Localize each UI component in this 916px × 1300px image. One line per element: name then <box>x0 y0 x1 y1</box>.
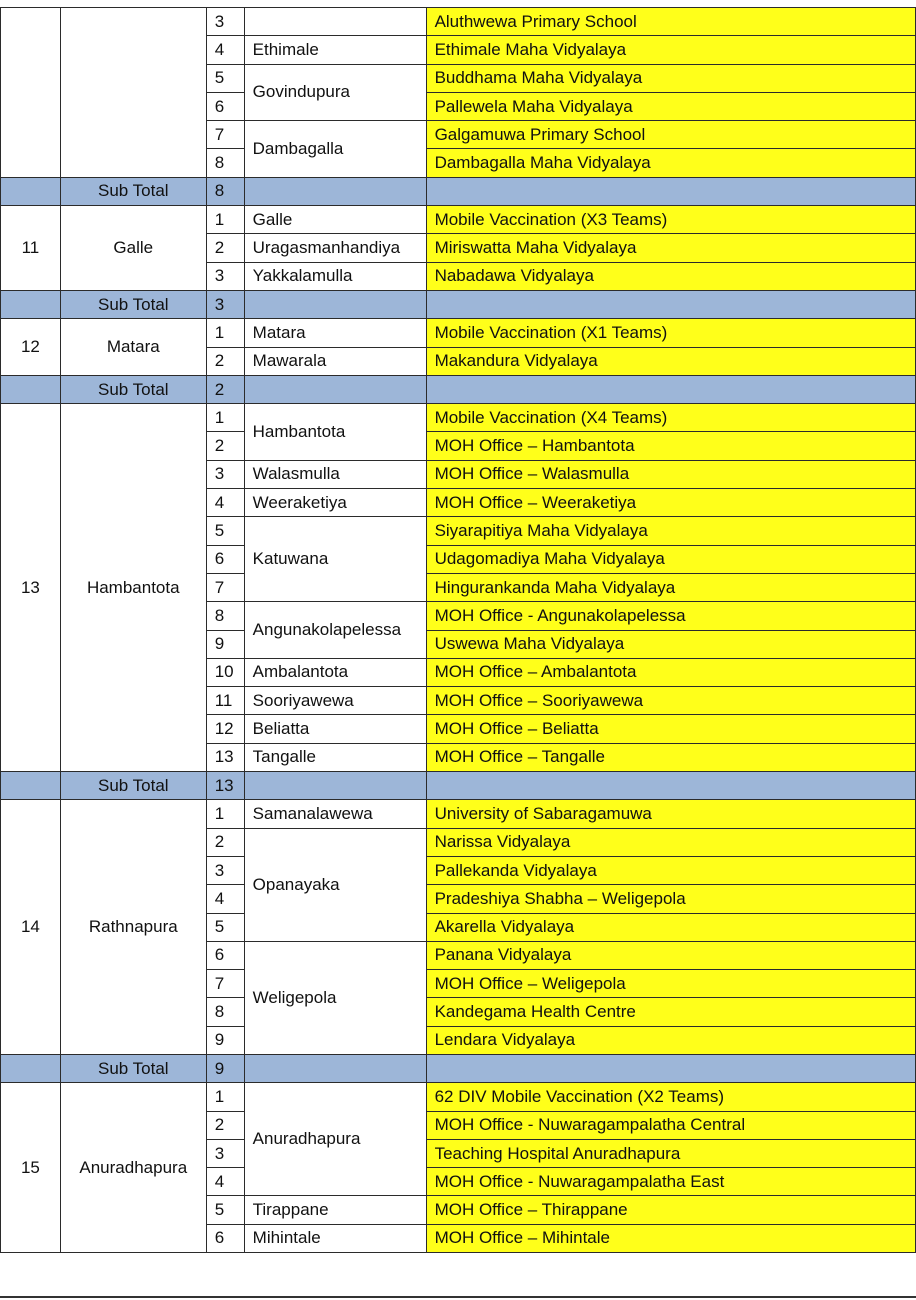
subtotal-blank-cell <box>1 290 61 318</box>
subtotal-row <box>1 1054 916 1082</box>
centre-number-cell: 9 <box>206 630 244 658</box>
district-name-cell: Anuradhapura <box>60 1083 206 1253</box>
centre-number-cell: 8 <box>206 149 244 177</box>
vaccination-centre-cell: Ethimale Maha Vidyalaya <box>426 36 915 64</box>
centre-number-cell: 3 <box>206 856 244 884</box>
vaccination-centre-cell: Panana Vidyalaya <box>426 941 915 969</box>
subtotal-blank-cell <box>244 772 426 800</box>
subtotal-blank-cell <box>1 177 61 205</box>
vaccination-centre-cell: MOH Office – Ambalantota <box>426 658 915 686</box>
vaccination-centre-cell: MOH Office – Hambantota <box>426 432 915 460</box>
moh-area-cell: Samanalawewa <box>244 800 426 828</box>
moh-area-cell <box>244 8 426 36</box>
centre-number-cell: 1 <box>206 206 244 234</box>
vaccination-centres-table <box>0 7 916 1253</box>
moh-area-cell: Weeraketiya <box>244 489 426 517</box>
centre-number-cell: 11 <box>206 687 244 715</box>
table-row <box>1 800 916 828</box>
centre-number-cell: 3 <box>206 1139 244 1167</box>
moh-area-cell: Mihintale <box>244 1224 426 1252</box>
vaccination-centre-cell: MOH Office – Weeraketiya <box>426 489 915 517</box>
centre-number-cell: 6 <box>206 1224 244 1252</box>
centre-number-cell: 1 <box>206 1083 244 1111</box>
moh-area-cell: Anuradhapura <box>244 1083 426 1196</box>
page-bottom-rule <box>0 1296 916 1298</box>
moh-area-cell: Sooriyawewa <box>244 687 426 715</box>
subtotal-label: Sub Total <box>60 290 206 318</box>
table-row <box>1 319 916 347</box>
subtotal-blank-cell <box>426 177 915 205</box>
moh-area-cell: Dambagalla <box>244 121 426 178</box>
subtotal-blank-cell <box>244 177 426 205</box>
centre-number-cell: 2 <box>206 432 244 460</box>
subtotal-blank-cell <box>244 1054 426 1082</box>
centre-number-cell: 4 <box>206 1168 244 1196</box>
vaccination-centre-cell: MOH Office – Mihintale <box>426 1224 915 1252</box>
moh-area-cell: Opanayaka <box>244 828 426 941</box>
subtotal-count: 3 <box>206 290 244 318</box>
centre-number-cell: 4 <box>206 36 244 64</box>
table-body <box>1 8 916 1253</box>
vaccination-centre-cell: Lendara Vidyalaya <box>426 1026 915 1054</box>
centre-number-cell: 7 <box>206 970 244 998</box>
centre-number-cell: 2 <box>206 1111 244 1139</box>
vaccination-centre-cell: 62 DIV Mobile Vaccination (X2 Teams) <box>426 1083 915 1111</box>
vaccination-centre-cell: Hingurankanda Maha Vidyalaya <box>426 573 915 601</box>
vaccination-centre-cell: Pallewela Maha Vidyalaya <box>426 92 915 120</box>
district-number-cell: 13 <box>1 404 61 772</box>
moh-area-cell: Govindupura <box>244 64 426 121</box>
centre-number-cell: 3 <box>206 8 244 36</box>
centre-number-cell: 5 <box>206 64 244 92</box>
centre-number-cell: 4 <box>206 885 244 913</box>
vaccination-centre-cell: Mobile Vaccination (X4 Teams) <box>426 404 915 432</box>
vaccination-centre-cell: MOH Office – Sooriyawewa <box>426 687 915 715</box>
moh-area-cell: Ambalantota <box>244 658 426 686</box>
subtotal-row <box>1 290 916 318</box>
vaccination-centre-cell: Uswewa Maha Vidyalaya <box>426 630 915 658</box>
moh-area-cell: Weligepola <box>244 941 426 1054</box>
table-row <box>1 1083 916 1111</box>
district-number-cell <box>1 8 61 178</box>
moh-area-cell: Yakkalamulla <box>244 262 426 290</box>
vaccination-centre-cell: Nabadawa Vidyalaya <box>426 262 915 290</box>
vaccination-centre-cell: Kandegama Health Centre <box>426 998 915 1026</box>
subtotal-label: Sub Total <box>60 1054 206 1082</box>
centre-number-cell: 4 <box>206 489 244 517</box>
centre-number-cell: 9 <box>206 1026 244 1054</box>
district-number-cell: 14 <box>1 800 61 1055</box>
subtotal-blank-cell <box>426 1054 915 1082</box>
subtotal-blank-cell <box>244 375 426 403</box>
district-number-cell: 11 <box>1 206 61 291</box>
subtotal-row <box>1 177 916 205</box>
subtotal-label: Sub Total <box>60 375 206 403</box>
vaccination-centre-cell: MOH Office – Walasmulla <box>426 460 915 488</box>
district-name-cell <box>60 8 206 178</box>
moh-area-cell: Katuwana <box>244 517 426 602</box>
subtotal-blank-cell <box>426 375 915 403</box>
district-number-cell: 15 <box>1 1083 61 1253</box>
district-name-cell: Hambantota <box>60 404 206 772</box>
moh-area-cell: Mawarala <box>244 347 426 375</box>
subtotal-label: Sub Total <box>60 772 206 800</box>
vaccination-centre-cell: MOH Office – Tangalle <box>426 743 915 771</box>
moh-area-cell: Tirappane <box>244 1196 426 1224</box>
subtotal-count: 9 <box>206 1054 244 1082</box>
moh-area-cell: Beliatta <box>244 715 426 743</box>
moh-area-cell: Matara <box>244 319 426 347</box>
vaccination-centre-cell: Teaching Hospital Anuradhapura <box>426 1139 915 1167</box>
district-name-cell: Matara <box>60 319 206 376</box>
vaccination-centre-cell: University of Sabaragamuwa <box>426 800 915 828</box>
subtotal-row <box>1 772 916 800</box>
centre-number-cell: 2 <box>206 828 244 856</box>
subtotal-blank-cell <box>1 1054 61 1082</box>
vaccination-centre-cell: Buddhama Maha Vidyalaya <box>426 64 915 92</box>
centre-number-cell: 8 <box>206 602 244 630</box>
centre-number-cell: 3 <box>206 460 244 488</box>
vaccination-centre-cell: Galgamuwa Primary School <box>426 121 915 149</box>
vaccination-centre-cell: Akarella Vidyalaya <box>426 913 915 941</box>
moh-area-cell: Tangalle <box>244 743 426 771</box>
centre-number-cell: 1 <box>206 404 244 432</box>
moh-area-cell: Hambantota <box>244 404 426 461</box>
centre-number-cell: 10 <box>206 658 244 686</box>
subtotal-blank-cell <box>1 772 61 800</box>
subtotal-blank-cell <box>1 375 61 403</box>
vaccination-centre-cell: Pallekanda Vidyalaya <box>426 856 915 884</box>
subtotal-count: 2 <box>206 375 244 403</box>
vaccination-centre-cell: Mobile Vaccination (X1 Teams) <box>426 319 915 347</box>
centre-number-cell: 13 <box>206 743 244 771</box>
moh-area-cell: Uragasmanhandiya <box>244 234 426 262</box>
centre-number-cell: 6 <box>206 92 244 120</box>
vaccination-centre-cell: Siyarapitiya Maha Vidyalaya <box>426 517 915 545</box>
subtotal-count: 8 <box>206 177 244 205</box>
centre-number-cell: 6 <box>206 941 244 969</box>
centre-number-cell: 1 <box>206 319 244 347</box>
vaccination-centre-cell: Miriswatta Maha Vidyalaya <box>426 234 915 262</box>
centre-number-cell: 5 <box>206 517 244 545</box>
subtotal-blank-cell <box>426 290 915 318</box>
vaccination-centre-cell: MOH Office – Thirappane <box>426 1196 915 1224</box>
vaccination-centre-cell: Udagomadiya Maha Vidyalaya <box>426 545 915 573</box>
subtotal-blank-cell <box>426 772 915 800</box>
subtotal-row <box>1 375 916 403</box>
centre-number-cell: 5 <box>206 1196 244 1224</box>
vaccination-centre-cell: Dambagalla Maha Vidyalaya <box>426 149 915 177</box>
centre-number-cell: 12 <box>206 715 244 743</box>
moh-area-cell: Walasmulla <box>244 460 426 488</box>
vaccination-centre-cell: MOH Office – Weligepola <box>426 970 915 998</box>
centre-number-cell: 8 <box>206 998 244 1026</box>
centre-number-cell: 7 <box>206 573 244 601</box>
centre-number-cell: 5 <box>206 913 244 941</box>
moh-area-cell: Angunakolapelessa <box>244 602 426 659</box>
vaccination-centre-cell: Aluthwewa Primary School <box>426 8 915 36</box>
vaccination-centre-cell: Makandura Vidyalaya <box>426 347 915 375</box>
centre-number-cell: 2 <box>206 234 244 262</box>
district-name-cell: Galle <box>60 206 206 291</box>
table-row <box>1 404 916 432</box>
table-row <box>1 206 916 234</box>
centre-number-cell: 6 <box>206 545 244 573</box>
vaccination-centre-cell: MOH Office - Nuwaragampalatha Central <box>426 1111 915 1139</box>
vaccination-centre-cell: MOH Office – Beliatta <box>426 715 915 743</box>
subtotal-label: Sub Total <box>60 177 206 205</box>
centre-number-cell: 7 <box>206 121 244 149</box>
vaccination-centre-cell: Narissa Vidyalaya <box>426 828 915 856</box>
vaccination-centre-cell: Pradeshiya Shabha – Weligepola <box>426 885 915 913</box>
subtotal-blank-cell <box>244 290 426 318</box>
table-row <box>1 8 916 36</box>
centre-number-cell: 1 <box>206 800 244 828</box>
centre-number-cell: 2 <box>206 347 244 375</box>
centre-number-cell: 3 <box>206 262 244 290</box>
subtotal-count: 13 <box>206 772 244 800</box>
district-name-cell: Rathnapura <box>60 800 206 1055</box>
moh-area-cell: Ethimale <box>244 36 426 64</box>
district-number-cell: 12 <box>1 319 61 376</box>
vaccination-centre-cell: MOH Office - Angunakolapelessa <box>426 602 915 630</box>
vaccination-centre-cell: Mobile Vaccination (X3 Teams) <box>426 206 915 234</box>
vaccination-centre-cell: MOH Office - Nuwaragampalatha East <box>426 1168 915 1196</box>
moh-area-cell: Galle <box>244 206 426 234</box>
